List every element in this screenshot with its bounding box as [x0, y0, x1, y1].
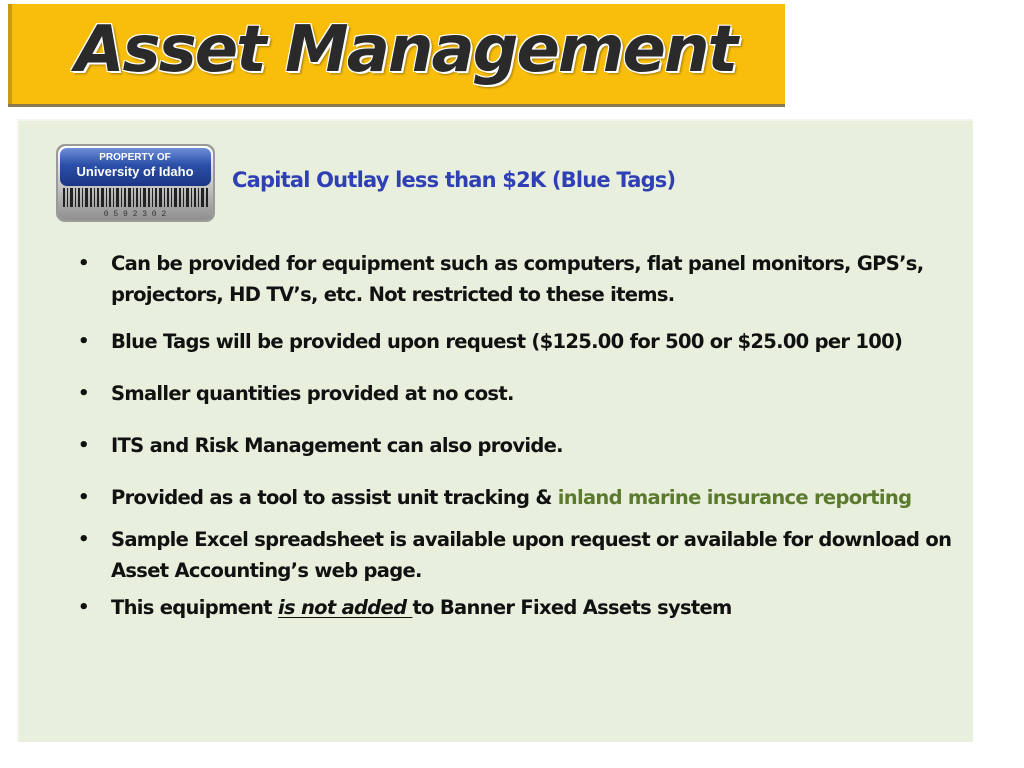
list-item-text: Can be provided for equipment such as computers, flat panel monitors, GPS’s, projectors, HD TV’s, etc. Not restricted to these items.: [111, 252, 924, 306]
list-item: [78, 592, 958, 623]
not-added-emphasis: is not added: [278, 596, 413, 619]
list-item: [78, 430, 958, 461]
list-item-text-plain: Provided as a tool to assist unit tracking &: [111, 486, 558, 509]
page-title: Asset Management: [75, 13, 737, 87]
list-item-text: [78, 482, 958, 513]
list-item: [78, 248, 958, 310]
tag-line1: PROPERTY OF: [99, 152, 171, 163]
insurance-reporting-highlight: inland marine insurance reporting: [557, 486, 912, 509]
tag-line2: University of Idaho: [76, 164, 194, 179]
list-item-text: Smaller quantities provided at no cost.: [111, 382, 514, 405]
section-subheading: Capital Outlay less than $2K (Blue Tags): [232, 168, 676, 192]
bullet-dot: •: [78, 487, 89, 508]
list-item-text: Sample Excel spreadsheet is available upon request or available for download on Asset Accounting’s web page.: [111, 528, 952, 582]
list-item-text: ITS and Risk Management can also provide.: [111, 434, 563, 457]
bullet-dot: •: [78, 435, 89, 456]
bullet-dot: •: [78, 383, 89, 404]
list-item-text-after: to Banner Fixed Assets system: [412, 596, 732, 619]
list-item: [78, 482, 958, 513]
bullet-dot: •: [78, 597, 89, 618]
bullet-dot: •: [78, 253, 89, 274]
list-item-text: Blue Tags will be provided upon request ($125.00 for 500 or $25.00 per 100): [111, 330, 903, 353]
tag-number: 0 5 9 2 3 0 2: [103, 210, 167, 219]
list-item: [78, 326, 958, 357]
list-item-text: [78, 592, 958, 623]
list-item: [78, 524, 958, 586]
list-item: [78, 378, 958, 409]
bullet-dot: •: [78, 529, 89, 550]
list-item-text-before: This equipment: [111, 596, 279, 619]
bullet-dot: •: [78, 331, 89, 352]
